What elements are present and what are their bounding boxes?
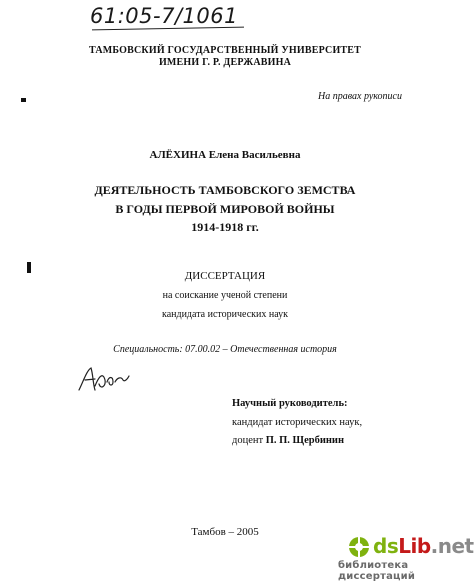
work-type: ДИССЕРТАЦИЯ (184, 270, 266, 282)
brand-lib: Lib (398, 534, 431, 558)
advisor-label: Научный руководитель: (232, 398, 348, 409)
handwritten-signature (75, 362, 135, 396)
scan-mark (21, 98, 26, 102)
dissertation-title-line2: В ГОДЫ ПЕРВОЙ МИРОВОЙ ВОЙНЫ (115, 202, 335, 216)
degree-line1: на соискание ученой степени (162, 290, 288, 301)
dslib-subtitle: библиотека диссертаций (338, 560, 416, 582)
university-name: ТАМБОВСКИЙ ГОСУДАРСТВЕННЫЙ УНИВЕРСИТЕТ (88, 45, 362, 56)
catalog-number: 61:05-7/1061 (90, 4, 238, 28)
brand-ds: ds (373, 534, 399, 558)
brand-net: .net (430, 534, 474, 558)
advisor-rank: доцент (232, 435, 264, 446)
author-name: АЛЁХИНА Елена Васильевна (149, 149, 301, 161)
advisor-name: П. П. Щербинин (265, 435, 345, 446)
advisor-line (232, 435, 344, 446)
rights-note: На правах рукописи (318, 91, 402, 102)
university-subtitle: ИМЕНИ Г. Р. ДЕРЖАВИНА (158, 57, 292, 68)
dissertation-years: 1914-1918 гг. (191, 220, 259, 234)
advisor-degree: кандидат исторических наук, (232, 417, 363, 428)
dissertation-title-line1: ДЕЯТЕЛЬНОСТЬ ТАМБОВСКОГО ЗЕМСТВА (94, 183, 356, 197)
dslib-logo-icon (348, 536, 370, 558)
specialty: Специальность: 07.00.02 – Отечественная история (113, 344, 337, 355)
city-year: Тамбов – 2005 (191, 526, 259, 538)
degree-line2: кандидата исторических наук (161, 309, 289, 320)
dslib-brand[interactable] (373, 534, 474, 558)
